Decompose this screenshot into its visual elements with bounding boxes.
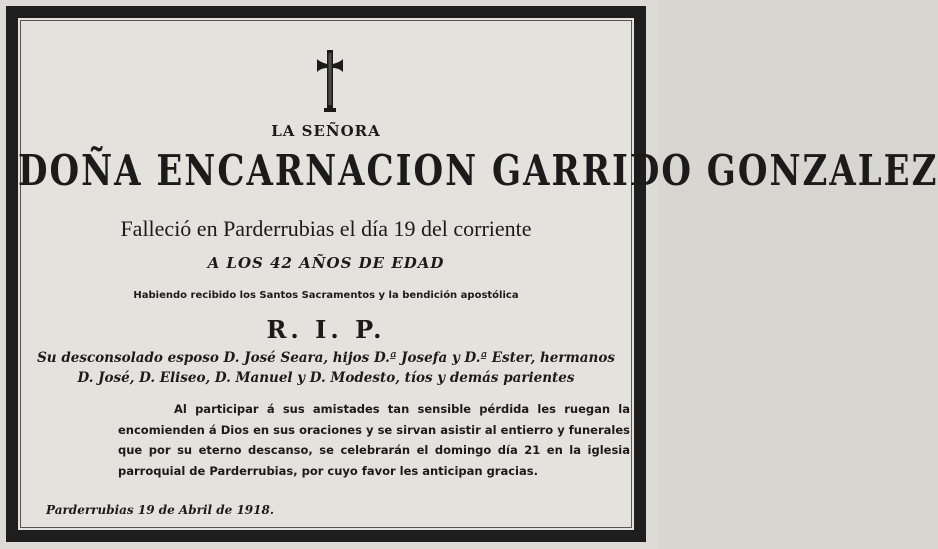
heading: LA SEÑORA <box>271 122 381 140</box>
death-line: Falleció en Parderrubias el día 19 del corriente <box>120 216 532 241</box>
deceased-name: DOÑA ENCARNACION GARRIDO GONZALEZ <box>18 146 938 196</box>
notice-body: Al participar á sus amistades tan sensible pérdida les ruegan la encomienden á Dios en sus oraciones y se sirvan asistir al entierro y funerales que por su eterno descanso, se celebrarán el domingo día 21 en la iglesia parroquial de Parderrubias, por cuyo favor les anticipan gracias. <box>118 402 630 478</box>
family-line-1: Su desconsolado esposo D. José Seara, hijos D.ª Josefa y D.ª Ester, hermanos <box>37 350 615 366</box>
mourning-border <box>6 6 938 542</box>
rip-label: R. I. P. <box>266 315 386 344</box>
family-line-2: D. José, D. Eliseo, D. Manuel y D. Modesto, tíos y demás parientes <box>77 370 575 386</box>
age-line: A LOS 42 AÑOS DE EDAD <box>207 254 445 272</box>
cross-icon <box>310 50 350 112</box>
date-line: Parderrubias 19 de Abril de 1918. <box>46 503 275 517</box>
sacraments-line: Habiendo recibido los Santos Sacramentos y la bendición apostólica <box>133 290 519 301</box>
obituary-notice <box>18 18 938 530</box>
